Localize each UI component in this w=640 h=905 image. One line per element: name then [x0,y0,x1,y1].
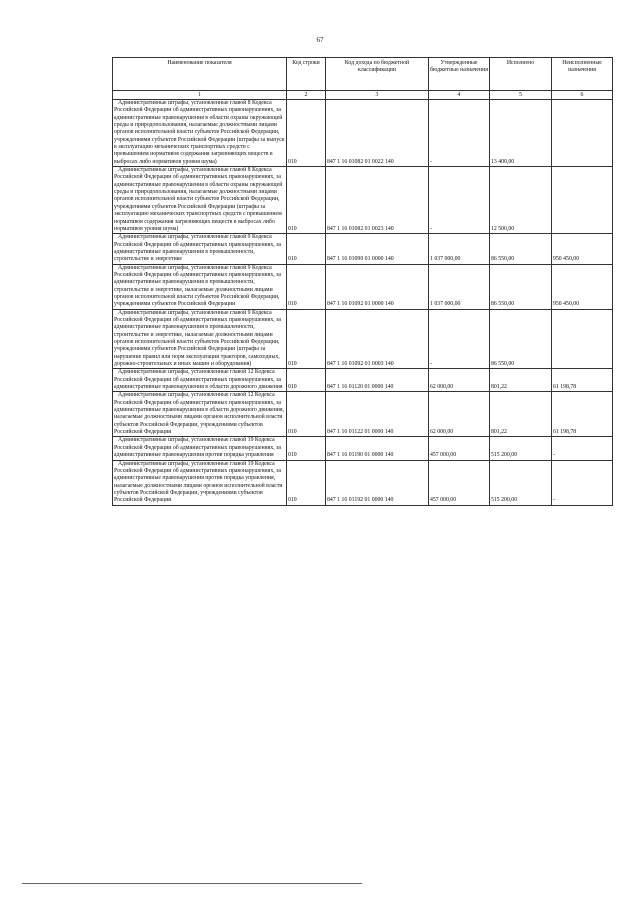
row-line-code: 010 [287,392,326,437]
column-number: 4 [429,91,490,100]
row-executed: 515 200,00 [490,460,552,505]
row-approved: 457 000,00 [429,460,490,505]
header-line-code: Код строки [287,58,326,91]
row-approved: - [429,100,490,167]
column-number: 1 [113,91,287,100]
row-budget-code: 847 1 16 01082 01 0023 140 [326,167,429,234]
table-row [113,460,613,505]
row-budget-code: 847 1 16 01122 01 0000 140 [326,392,429,437]
row-approved: 1 037 000,00 [429,264,490,309]
row-budget-code: 847 1 16 01082 01 0022 140 [326,100,429,167]
row-approved: 62 000,00 [429,369,490,392]
row-name: Административные штрафы, установленные главой 19 Кодекса Российской Федерации об административных правонарушениях, за административные правонарушения против порядка управления, налагаемые должностными лицами органов исполнительной власти субъектов Российской Федерации, учреждениями субъектов Российской Федерации [113,460,287,505]
row-executed: 801,22 [490,392,552,437]
row-budget-code: 847 1 16 01092 01 0003 140 [326,309,429,369]
header-executed: Исполнено [490,58,552,91]
row-name: Административные штрафы, установленные главой 9 Кодекса Российской Федерации об административных правонарушениях, за административные правонарушения в промышленности, строительстве и энергетике, налагаемые должностными лицами органов исполнительной власти субъектов Российской Федерации, учреждениями субъектов Российской Федерации [113,264,287,309]
table-row [113,392,613,437]
budget-execution-table [112,57,613,506]
row-executed: 801,22 [490,369,552,392]
table-row [113,167,613,234]
row-unexecuted: 950 450,00 [552,234,613,264]
row-unexecuted: 950 450,00 [552,264,613,309]
row-budget-code: 847 1 16 01192 01 0000 140 [326,460,429,505]
row-line-code: 010 [287,100,326,167]
row-approved: 457 000,00 [429,437,490,460]
row-line-code: 010 [287,167,326,234]
row-unexecuted: - [552,460,613,505]
header-unexecuted: Неисполненные назначения [552,58,613,91]
table-row [113,264,613,309]
row-line-code: 010 [287,437,326,460]
row-unexecuted: 61 198,78 [552,392,613,437]
row-budget-code: 847 1 16 01090 01 0000 140 [326,234,429,264]
row-executed: 515 200,00 [490,437,552,460]
column-number: 2 [287,91,326,100]
table-row [113,369,613,392]
row-name: Административные штрафы, установленные главой 12 Кодекса Российской Федерации об административных правонарушениях, за административные правонарушения в области дорожного движения [113,369,287,392]
row-executed: 13 400,00 [490,100,552,167]
row-budget-code: 847 1 16 01190 01 0000 140 [326,437,429,460]
row-unexecuted [552,100,613,167]
column-number: 5 [490,91,552,100]
row-budget-code: 847 1 16 01120 01 0000 140 [326,369,429,392]
row-unexecuted [552,309,613,369]
row-line-code: 010 [287,234,326,264]
row-line-code: 010 [287,309,326,369]
column-number-row [113,91,613,100]
row-executed: 12 500,00 [490,167,552,234]
row-executed: 86 550,00 [490,309,552,369]
page-number: 67 [316,36,324,44]
row-unexecuted [552,167,613,234]
row-line-code: 010 [287,369,326,392]
header-name: Наименование показателя [113,58,287,91]
row-approved: 62 000,00 [429,392,490,437]
row-unexecuted: 61 198,78 [552,369,613,392]
row-approved: 1 037 000,00 [429,234,490,264]
table-row [113,437,613,460]
header-approved: Утвержденные бюджетные назначения [429,58,490,91]
row-executed: 86 550,00 [490,264,552,309]
row-line-code: 010 [287,460,326,505]
row-line-code: 010 [287,264,326,309]
column-number: 3 [326,91,429,100]
row-executed: 86 550,00 [490,234,552,264]
row-name: Административные штрафы, установленные главой 8 Кодекса Российской Федерации об административных правонарушениях, за административные правонарушения в области охраны окружающей среды и природопользования, налагаемые должностными лицами органов исполнительной власти субъектов Российской Федерации, учреждениями субъектов Российской Федерации (штрафы за выпуск в эксплуатацию механических транспортных средств с превышением нормативов содержания загрязняющих веществ в выбросах либо нормативов уровня шума) [114,100,285,165]
column-number: 6 [552,91,613,100]
row-name: Административные штрафы, установленные главой 9 Кодекса Российской Федерации об административных правонарушениях, за административные правонарушения в промышленности, строительстве и энергетике [113,234,287,264]
row-name: Административные штрафы, установленные главой 9 Кодекса Российской Федерации об административных правонарушениях, за административные правонарушения в промышленности, строительстве и энергетике, налагаемые должностными лицами органов исполнительной власти субъектов Российской Федерации, учреждениями субъектов Российской Федерации (штрафы за нарушение правил или норм эксплуатации тракторов, самоходных, дорожно-строительных и иных машин и оборудования) [113,309,287,369]
header-row [113,58,613,91]
row-approved: - [429,167,490,234]
page-bottom-rule [22,883,362,884]
row-budget-code: 847 1 16 01092 01 0000 140 [326,264,429,309]
row-name: Административные штрафы, установленные главой 12 Кодекса Российской Федерации об административных правонарушениях, за административные правонарушения в области дорожного движения, налагаемые должностными лицами органов исполнительной власти субъектов Российской Федерации, учреждениями субъектов Российской Федерации [113,392,287,437]
row-unexecuted: - [552,437,613,460]
table-row [113,234,613,264]
row-name: Административные штрафы, установленные главой 19 Кодекса Российской Федерации об административных правонарушениях, за административные правонарушения против порядка управления [113,437,287,460]
header-budget-code: Код дохода по бюджетной классификации [326,58,429,91]
table-row [113,100,613,167]
row-name: Административные штрафы, установленные главой 8 Кодекса Российской Федерации об административных правонарушениях, за административные правонарушения в области охраны окружающей среды и природопользования, налагаемые должностными лицами органов исполнительной власти субъектов Российской Федерации, учреждениями субъектов Российской Федерации (штрафы за эксплуатацию механических транспортных средств с превышением нормативов содержания загрязняющих веществ в выбросах либо нормативов уровня шума) [113,167,287,234]
row-approved: - [429,309,490,369]
table-row [113,309,613,369]
